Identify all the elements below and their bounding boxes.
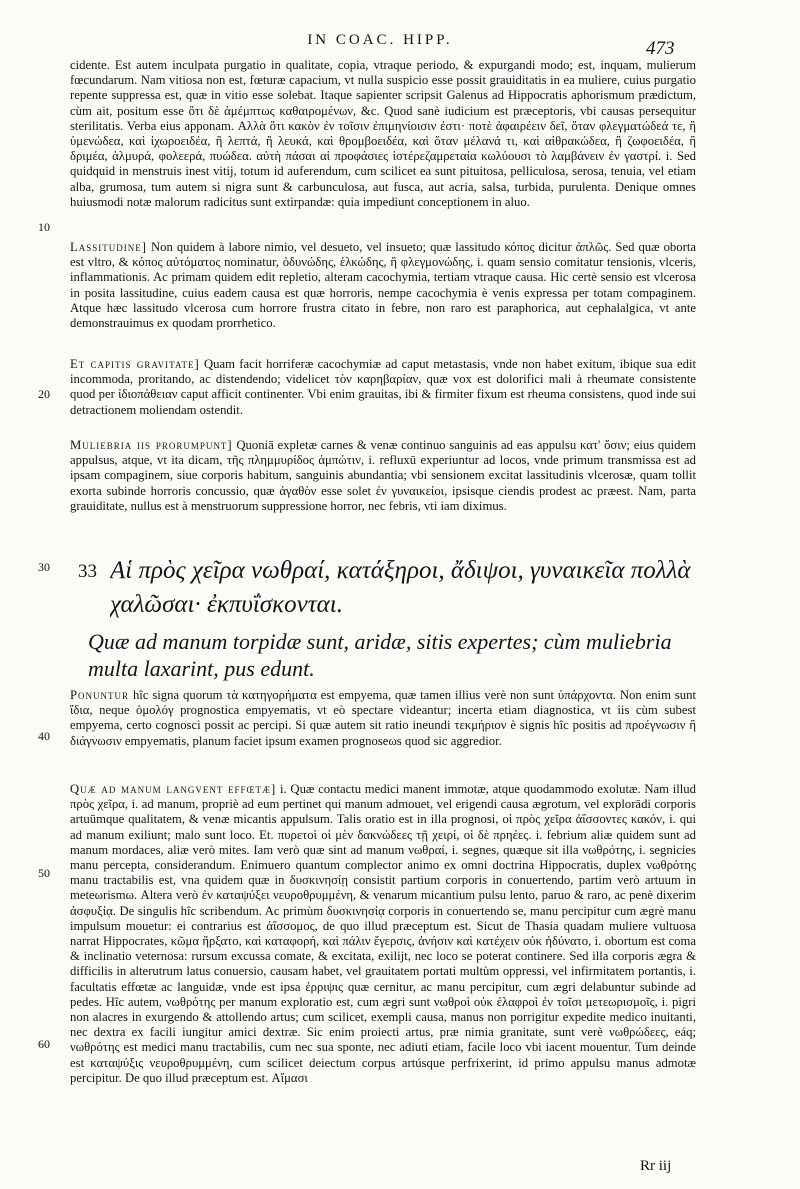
commentary-block xyxy=(70,357,696,435)
lemma: Quæ ad manum langvent effœtæ] xyxy=(70,782,277,796)
lemma: Ponuntur xyxy=(70,688,130,702)
commentary-text: i. Quæ contactu medici manent immotæ, atque quodammodo exolutæ. Nam illud πρὸς χεῖρα, i. ad manum, propriè ad eum pertinet qui manum admouet, vel erigendi causa ægrotum, vel explorādi corporis artuūmque qualitatem, & venæ micantis appulsum. Talis oratio est in illa prognosi, οἱ πρὸς χεῖρα ἀΐσσοντες κακόν, i. qui ad manum exiliunt; malo sunt loco. Et. πυρετοὶ οἱ μὲν δακνώδεες τῇ χειρί, οἱ δὲ πρηέες. i. febrium aliæ quidem sunt ad manum mordaces, aliæ verò mites. Iam verò quæ sint ad manum νωθραί, i. segnes, quæque sit illa νωθρότης, i. segnicies manu percepta, considerandum. Enimuero quantum complector animo ex omni doctrina Hippocratis, duplex νωθρότης manu tractabilis est, vna quidem quæ in δυσκινησίῃ consistit partium corporis in conuertendo, partim verò artuum in meteωrismω. Altera verò ἐν καταψύξει νευροθρυμμένη, & venarum micantium pulsu lento, paruo & raro, ac penè dixerim ἀσφυξίᾳ. De singulis hîc scribendum. Ac primùm δυσκινησίᾳ corporis in conuertendo se, manu percipitur cum ægrè manu impulsum mouetur: ei contrarius est ἀΐσσομος, de quo illud præceptum est. Sicut de Thasia quadam muliere vultuosa narrat Hippocrates, κῶμα ἤρξατο, καὶ καταφορή, καὶ πάλιν ἔγερσις, ἀνήσιν καὶ κατέχειν οὐκ ἠδύνατο, i. obortum est coma & inclinatio veternosa: rursum excussa comate, & excitata, exilijt, nec loco se poterat continere. Sed illa corporis ægra & difficilis in alterutrum latus conuersio, causam habet, vel grauitatem portati multùm oppressi, vel infirmitatem portantis, i. facultatis effœtæ ac languidæ, vnde est ipsa ἐρριψις quæ cernitur, ac manu percipitur, cum ægri delabuntur subinde ad pedes. Hîc autem, νωθρότης per manum exploratio est, cum ægri sunt νωθροὶ οὐκ ἐλαφροὶ ἐν τοῖσι μετεωρισμοῖς, i. pigri non alacres in exurgendo & attollendo artus; cum scilicet, exempli causa, manus non porrigitur expedite medico inuitanti, nec dextra ex facili iungitur amici dextræ. Sic enim proiecti artus, præ nimia granitate, sunt verè νωθρώδεες, eáq; νωθρότης est medici manu tractabilis, cum nec sua sponte, nec adiuti etiam, facile loco vbi iacent mouentur. Tum deinde est καταψύξις νευροθρυμμένη, cum scilicet deiectum corpus artúsque perfrixerint, id primo appulsu manus admotæ percipitur. De quo illud præceptum est. Αἵμασι xyxy=(70,782,696,1085)
commentary-block xyxy=(70,240,696,352)
commentary-block xyxy=(70,438,696,532)
latin-aphorism: Quæ ad manum torpidæ sunt, aridæ, sitis expertes; cùm muliebria multa laxarint, pus edunt. xyxy=(88,629,672,681)
margin-line-number: 40 xyxy=(38,729,50,743)
commentary-block xyxy=(70,782,696,1152)
lemma: Lassitudine] xyxy=(70,240,147,254)
commentary-paragraph xyxy=(70,240,696,331)
greek-aphorism: Αἱ πρὸς χεῖρα νωθραί, κατάξηροι, ἄδιψοι, γυναικεῖα πολλὰ χαλῶσαι· ἐκπυΐσκονται. xyxy=(110,557,691,618)
lemma: Muliebria iis prorumpunt] xyxy=(70,438,233,452)
margin-line-number: 60 xyxy=(38,1037,50,1051)
running-head: IN COAC. HIPP. xyxy=(307,32,453,48)
commentary-paragraph xyxy=(70,357,696,418)
signature-mark: Rr iij xyxy=(640,1158,672,1174)
lemma: Et capitis gravitate] xyxy=(70,357,200,371)
commentary-text: Quam facit horriferæ cacochymiæ ad caput metastasis, vnde non habet exitum, ibique sua edit incommoda, proritando, ac distendendo; videlicet τὸν καρηβαρίαν, quæ vox est dolorifici mali à rheumate consistente quod per ἰδιοπάθειαν caput afficit continenter. Vbi enim grauitas, ibi & firmiter fixum est rheuma consistens, quod inde sui detractionem moliendam ostendit. xyxy=(70,357,696,417)
margin-line-number: 10 xyxy=(38,220,50,234)
commentary-paragraph xyxy=(70,688,696,749)
commentary-text: Non quidem à labore nimio, vel desueto, vel insueto; quæ lassitudo κόπος dicitur ἀπλῶς. Sed quæ oborta est vltro, & κόπος αὐτόματος nominatur, ὀδυνώδης, ἑλκώδης, ἢ φλεγμονώδης, i. quam sensio comitatur tensionis, vlceris, inflammationis. Ac primam quidem edit repletio, alteram cacochymia, tertiam vtraque causa. Hic certè sensio est vlcerosa in posita lassitudine, cuius eadem causa est quæ horroris, nempe cacochymia è venis expressa per totam compaginem. Atque hæc lassitudo vlcerosa cum horrore frustra citato in febre, non raro est paraphorica, aut cephalalgica, vt ante demonstrauimus ex quodam prorrhetico. xyxy=(70,240,696,331)
margin-line-number: 30 xyxy=(38,560,50,574)
margin-line-number: 20 xyxy=(38,387,50,401)
section-number: 33 xyxy=(78,561,97,582)
commentary-text: hîc signa quorum τὰ κατηγορήματα est empyema, quæ tamen illius verè non sunt ὑπάρχοντα. Non enim sunt ἴδια, neque ὁμολόγ prognostica empyematis, vt eò spectare videantur; incerta etiam diagnostica, vt iis cùm subest empyema, certo cognosci possit ac percipi. Si quæ autem sit ratio ineundi τεκμήριον è signis hîc positis ad προέγνωσιν ἢ διάγνωσιν empyematis, planum faciet ipsum examen prognoseωs quod sic aggredior. xyxy=(70,688,696,748)
commentary-paragraph xyxy=(70,438,696,514)
margin-line-number: 50 xyxy=(38,866,50,880)
commentary-paragraph: cidente. Est autem inculpata purgatio in qualitate, copia, vtraque periodo, & expurgandi modo; est, inquam, mulierum fœcundarum. Nam vitiosa non est, fœturæ capacium, vt nulla suspicio esse possit grauiditatis in ea muliere, cuius purgatio repente suppressa est, quæ in vitio esse solebat. Itaque sapienter scripsit Galenus ad Hippocratis aphorismum prædictum, cùm ait, positum esse ὅτι δὲ ἀμέμπτως καθαιρομένων, &c. Quod sanè iudicium est præceptoris, vbi causas persequitur sterilitatis. Verba eius apponam. Αλλὰ ὅτι κακὸν ἐν τοῖσιν ἐπιμηνίοισιν ἐστι· ποτὲ ἀφαιρέειν δεῖ, ὅταν φλεγματώδεά τε, ἢ ὑμενώδεα, καὶ ἰχωροειδέα, ἢ λεπτά, ἢ λευκά, καὶ θρομβοειδέα, καὶ ὅταν μέλανά τι, καὶ αἱθρακώδεα, ἢ ζωφοειδέα, ἢ δριμέα, ἁλμυρά, φολεερά, πυώδεα. αὐτὴ πάσαι αἱ προφάσιες ἱστέρεζαμρεταία κωλύουσι τὸ λαμβάνειν ἐν γαστρί. i. Sed quidquid in menstruis inest vitij, totum id auferendum, cum scilicet ea sunt pituitosa, pelliculosa, serosa, tenuia, vel etiam alba, grumosa, tum autem si nigra sunt & carbunculosa, aut fusca, aut acria, salsa, turbida, purulenta. Denique omnes huiusmodi notæ malorum radicitus sunt extirpandæ: quia impediunt conceptionem in aluo. xyxy=(70,58,696,209)
commentary-text: Quoniā expletæ carnes & venæ continuo sanguinis ad eas appulsu κατ' ὄσιν; eius quidem appulsus, atque, vt ita dicam, τῆς πλημμυρίδος ἀμπώτιν, i. refluxū experiuntur ad locos, vnde primum transmissa est ad ipsam compaginem, siue corporis habitum, sanguinis abundantia; vbi sensionem excitat lassitudinis vlcerosæ, quam tollit exorta subinde horroris concussio, quæ ἀγαθὸν esse solet ἐν γυναικείοι, ipsisque ciendis prodest ac præest. Nam, parta grauiditate, nullus est à menstruorum suppressione horror, nec febris, vti iam diximus. xyxy=(70,438,696,513)
commentary-paragraph xyxy=(70,782,696,1086)
commentary-block xyxy=(70,58,696,234)
commentary-block xyxy=(70,688,696,778)
page-number: 473 xyxy=(646,38,675,59)
